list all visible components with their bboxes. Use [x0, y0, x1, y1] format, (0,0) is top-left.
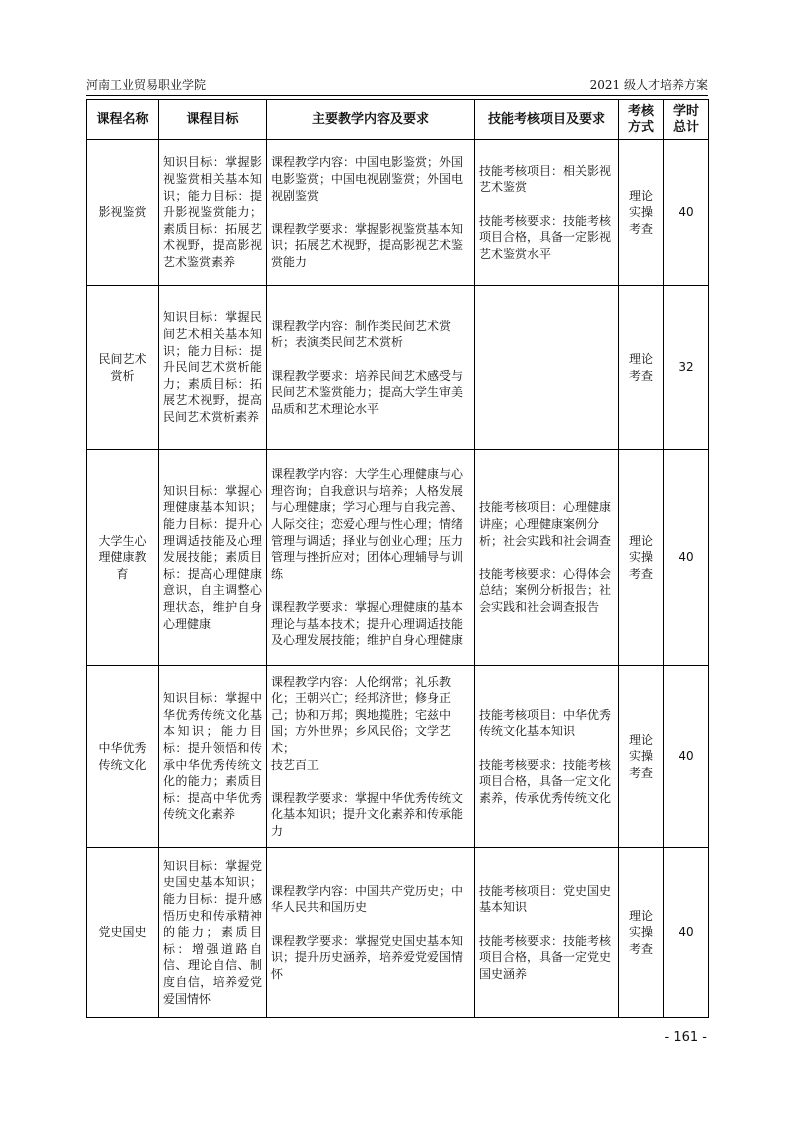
column-header-content: 主要教学内容及要求 [267, 100, 475, 140]
skill-cell [475, 666, 619, 848]
method-line: 实操 [628, 205, 653, 220]
page-header [86, 76, 708, 94]
skill-cell [475, 450, 619, 666]
skill-cell [475, 286, 619, 450]
course-name-cell [87, 450, 159, 666]
hours-cell: 40 [664, 140, 709, 286]
method-line: 理论 [628, 533, 653, 548]
skill-project: 技能考核项目：党史国史基本知识 [479, 883, 612, 915]
column-header-method-line1: 考核 [627, 103, 654, 119]
column-header-method [619, 100, 664, 140]
method-cell [619, 140, 664, 286]
method-line: 实操 [628, 550, 653, 565]
method-line: 理论 [628, 351, 653, 366]
content-requirement: 课程教学要求：掌握影视鉴赏基本知识；拓展艺术视野，提高影视艺术鉴赏能力 [271, 221, 464, 269]
skill-requirement: 技能考核要求：技能考核项目合格，具备一定影视艺术鉴赏水平 [479, 213, 612, 261]
skill-project: 技能考核项目：中华优秀传统文化基本知识 [479, 707, 612, 739]
content-teaching: 课程教学内容：中国电影鉴赏；外国电影鉴赏；中国电视剧鉴赏；外国电视剧鉴赏 [271, 155, 464, 203]
method-line: 考查 [628, 221, 653, 236]
method-line: 理论 [628, 908, 653, 923]
method-cell [619, 848, 664, 1018]
content-cell [267, 286, 475, 450]
skill-cell [475, 848, 619, 1018]
skill-project: 技能考核项目：心理健康讲座；心理健康案例分析；社会实践和社会调查 [479, 500, 612, 548]
content-teaching: 课程教学内容：人伦纲常；礼乐教化；王朝兴亡；经邦济世；修身正己；协和万邦；舆地揽胜；宅兹中国；方外世界；乡风民俗；文学艺术； [271, 674, 452, 755]
hours-cell: 32 [664, 286, 709, 450]
course-goal-cell: 知识目标：掌握中华优秀传统文化基本知识；能力目标：提升领悟和传承中华优秀传统文化的能力；素质目标：提高中华优秀传统文化素养 [159, 666, 267, 848]
content-requirement: 课程教学要求：掌握中华优秀传统文化基本知识；提升文化素养和传承能力 [271, 790, 464, 838]
page-number: - 161 - [664, 1030, 707, 1045]
column-header-course-name: 课程名称 [87, 100, 159, 140]
column-header-hours-line1: 学时 [672, 103, 699, 119]
course-goal-cell: 知识目标：掌握党史国史基本知识；能力目标：提升感悟历史和传承精神的能力；素质目标：增强道路自信、理论自信、制度自信，培养爱党爱国情怀 [159, 848, 267, 1018]
course-name: 传统文化 [98, 757, 147, 772]
course-name: 民间艺术 [98, 351, 147, 366]
content-cell [267, 140, 475, 286]
content-requirement: 课程教学要求：培养民间艺术感受与民间艺术鉴赏能力；提高大学生审美品质和艺术理论水平 [271, 368, 464, 416]
table-header-row [87, 100, 709, 140]
course-name: 中华优秀 [98, 740, 147, 755]
document-title: 2021 级人才培养方案 [589, 78, 708, 92]
column-header-method-line2: 方式 [627, 119, 654, 135]
course-name: 赏析 [110, 368, 135, 383]
course-name: 党史国史 [98, 925, 147, 940]
table-row [87, 666, 709, 848]
method-line: 实操 [628, 749, 653, 764]
hours-cell: 40 [664, 450, 709, 666]
header-rule [86, 95, 708, 96]
skill-requirement: 技能考核要求：技能考核项目合格，具备一定文化素养，传承优秀传统文化 [479, 757, 612, 805]
hours-cell: 40 [664, 666, 709, 848]
method-line: 考查 [628, 765, 653, 780]
table-row [87, 286, 709, 450]
course-name: 理健康教 [98, 550, 147, 565]
column-header-skill: 技能考核项目及要求 [475, 100, 619, 140]
method-line: 考查 [628, 368, 653, 383]
skill-cell [475, 140, 619, 286]
method-line: 考查 [628, 566, 653, 581]
content-teaching: 课程教学内容：制作类民间艺术赏析；表演类民间艺术赏析 [271, 318, 452, 350]
column-header-course-goal: 课程目标 [159, 100, 267, 140]
method-line: 理论 [628, 188, 653, 203]
course-goal-cell: 知识目标：掌握民间艺术相关基本知识；能力目标：提升民间艺术赏析能力；素质目标：拓展艺术视野，提高民间艺术赏析素养 [159, 286, 267, 450]
course-name-cell [87, 666, 159, 848]
method-line: 考查 [628, 941, 653, 956]
skill-requirement: 技能考核要求：心得体会总结；案例分析报告；社会实践和社会调查报告 [479, 566, 612, 614]
skill-requirement: 技能考核要求：技能考核项目合格，具备一定党史国史涵养 [479, 933, 612, 981]
column-header-hours [664, 100, 709, 140]
content-requirement: 课程教学要求：掌握心理健康的基本理论与基本技术；提升心理调适技能及心理发展技能；维护自身心理健康 [271, 599, 464, 648]
method-line: 理论 [628, 732, 653, 747]
content-cell [267, 666, 475, 848]
content-teaching: 课程教学内容：中国共产党历史；中华人民共和国历史 [271, 883, 464, 915]
hours-cell: 40 [664, 848, 709, 1018]
course-name: 育 [116, 566, 129, 581]
course-name-cell [87, 140, 159, 286]
course-name-cell [87, 848, 159, 1018]
method-cell [619, 666, 664, 848]
course-goal-cell: 知识目标：掌握心理健康基本知识；能力目标：提升心理调适技能及心理发展技能；素质目标：提高心理健康意识，自主调整心理状态，维护自身心理健康 [159, 450, 267, 666]
curriculum-table [86, 99, 709, 1018]
content-cell [267, 848, 475, 1018]
course-name-cell [87, 286, 159, 450]
course-name: 大学生心 [98, 533, 147, 548]
content-teaching-continued: 技艺百工 [271, 757, 320, 772]
method-line: 实操 [628, 925, 653, 940]
column-header-hours-line2: 总计 [672, 119, 699, 135]
institution-name: 河南工业贸易职业学院 [86, 78, 207, 92]
table-row [87, 140, 709, 286]
method-cell [619, 286, 664, 450]
course-goal-cell: 知识目标：掌握影视鉴赏相关基本知识；能力目标：提升影视鉴赏能力；素质目标：拓展艺术视野，提高影视艺术鉴赏素养 [159, 140, 267, 286]
content-cell [267, 450, 475, 666]
skill-project: 技能考核项目：相关影视艺术鉴赏 [479, 163, 612, 195]
table-row [87, 848, 709, 1018]
table-row [87, 450, 709, 666]
content-teaching: 课程教学内容：大学生心理健康与心理咨询；自我意识与培养；人格发展与心理健康；学习心理与自我完善、人际交往；恋爱心理与性心理；情绪管理与调适；择业与创业心理；压力管理与挫折应对；团体心理辅导与训练 [271, 467, 464, 581]
course-name: 影视鉴赏 [98, 205, 147, 220]
method-cell [619, 450, 664, 666]
content-requirement: 课程教学要求：掌握党史国史基本知识；提升历史涵养，培养爱党爱国情怀 [271, 933, 464, 981]
